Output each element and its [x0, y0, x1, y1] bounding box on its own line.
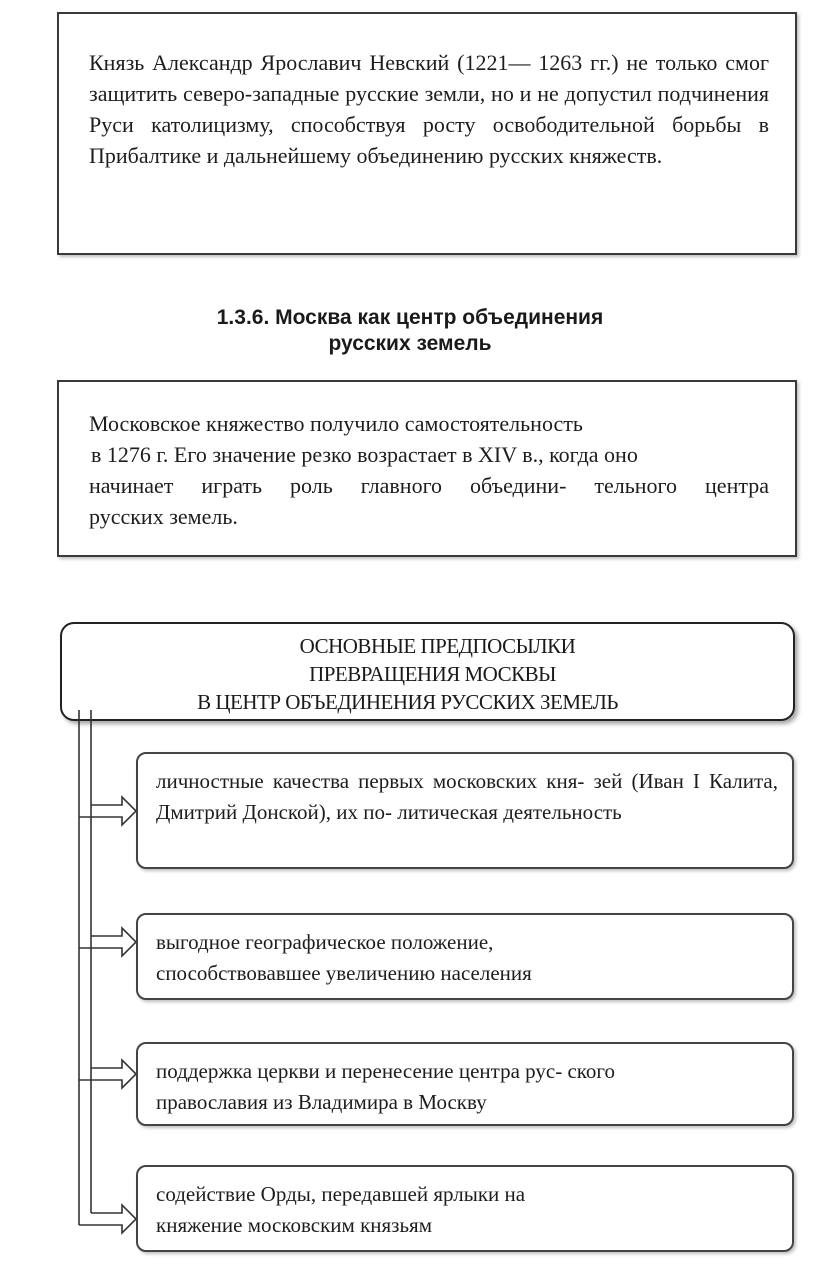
moscow-info-box [57, 380, 797, 557]
prerequisite-item-3 [136, 1042, 794, 1126]
prerequisite-text-4-line1: содействие Орды, передавшей ярлыки на [156, 1182, 526, 1206]
prerequisite-text-1: личностные качества первых московских кня- зей (Иван I Калита, Дмитрий Донской), их по- литическая деятельность [156, 769, 778, 824]
prerequisites-title-line1: ОСНОВНЫЕ ПРЕДПОСЫЛКИ [299, 634, 576, 658]
prerequisite-text-2-line2: способствовавшее увеличению населения [156, 961, 532, 985]
section-heading-line1: 1.3.6. Москва как центр объединения [216, 306, 604, 329]
prerequisite-text-3-line1: поддержка церкви и перенесение центра рус- ского [156, 1059, 615, 1083]
prerequisite-item-4 [136, 1165, 794, 1252]
prerequisite-text-4 [156, 1179, 778, 1241]
arrow-item-4 [79, 1205, 136, 1233]
prerequisites-title-line2: ПРЕВРАЩЕНИЯ МОСКВЫ [309, 662, 556, 686]
prerequisite-text-2 [156, 927, 778, 989]
prerequisites-title [62, 632, 793, 716]
moscow-line2: в 1276 г. Его значение резко возрастает в XIV в., когда оно [91, 442, 638, 467]
moscow-paragraph [89, 408, 769, 532]
section-heading [160, 305, 660, 357]
section-heading-line2: русских земель [328, 332, 492, 355]
arrow-item-2 [79, 928, 136, 956]
prerequisite-text-2-line1: выгодное географическое положение, [156, 930, 494, 954]
prerequisite-item-1 [136, 752, 794, 869]
prerequisite-text-4-line2: княжение московским князьям [156, 1213, 432, 1237]
arrow-item-3 [79, 1060, 136, 1088]
moscow-line1: Московское княжество получило самостоятельность [89, 411, 583, 436]
arrow-item-1 [79, 797, 136, 825]
prerequisite-text-3 [156, 1056, 778, 1118]
prerequisites-title-box [60, 622, 795, 721]
prerequisite-item-2 [136, 913, 794, 1000]
prerequisites-title-line3: В ЦЕНТР ОБЪЕДИНЕНИЯ РУССКИХ ЗЕМЕЛЬ [197, 690, 618, 714]
prerequisite-text-3-line2: православия из Владимира в Москву [156, 1090, 487, 1114]
nevsky-info-box [57, 12, 797, 255]
moscow-line4: русских земель. [89, 504, 238, 529]
nevsky-paragraph: Князь Александр Ярославич Невский (1221— 1263 гг.) не только смог защитить северо-западные русские земли, но и не допустил подчинения Руси католицизму, способствуя росту освободительной борьбы в Прибалтике и дальнейшему объединению русских княжеств. [89, 50, 769, 168]
moscow-line3: начинает играть роль главного объедини- тельного центра [89, 473, 769, 498]
